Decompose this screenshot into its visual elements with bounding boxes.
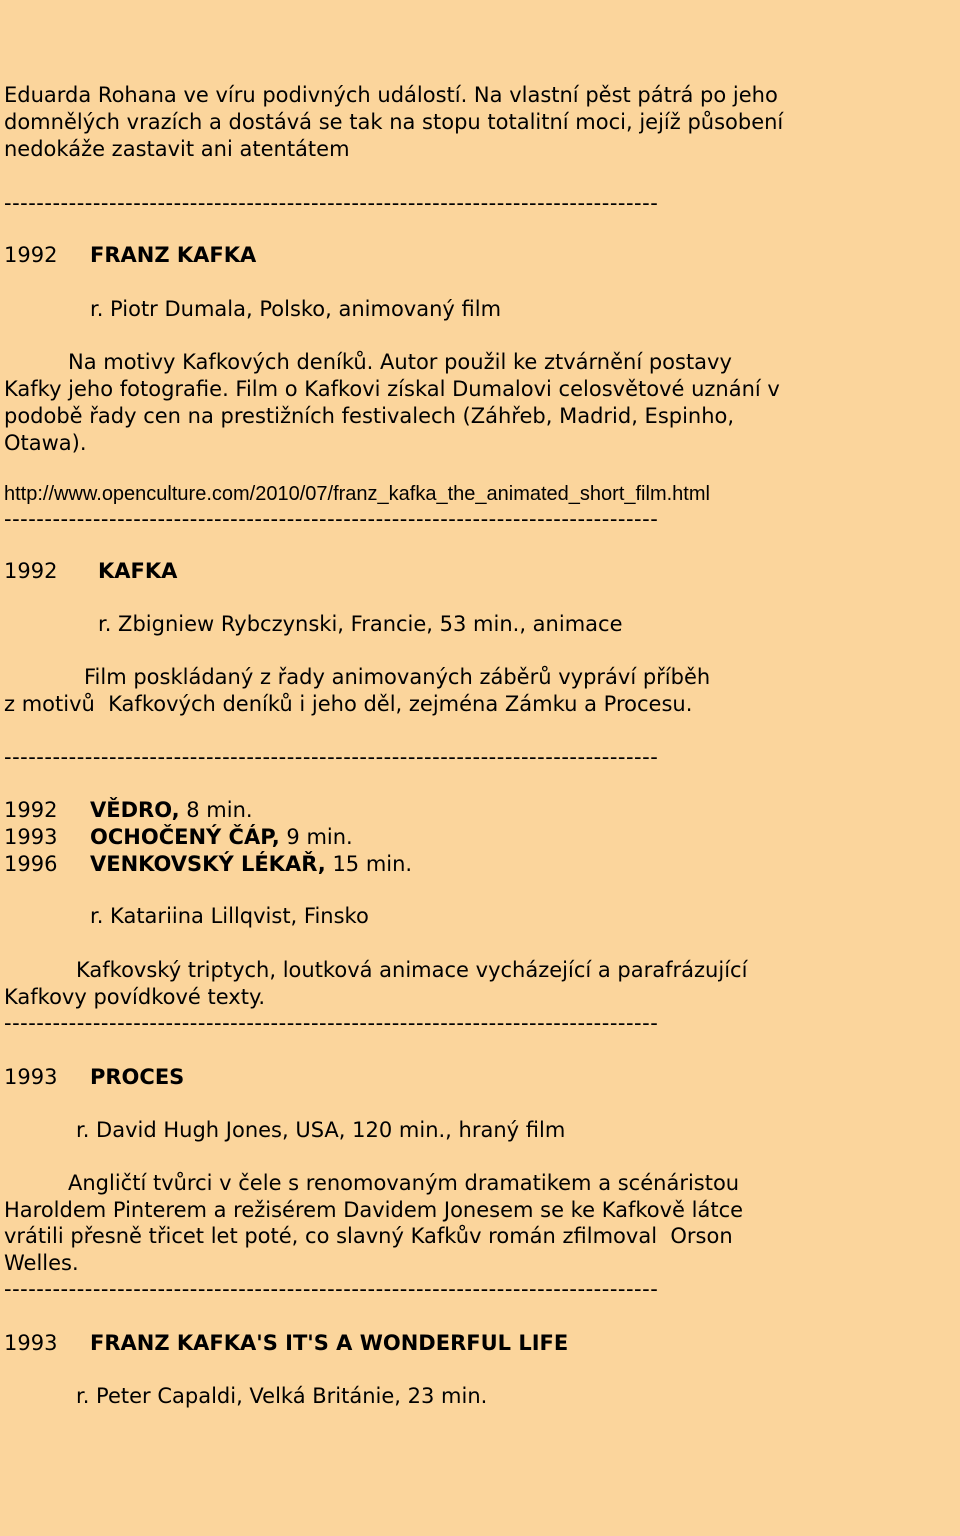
film-row-title xyxy=(90,824,353,851)
film-year: 1992 xyxy=(4,798,58,822)
film-row xyxy=(4,797,57,824)
film-length: 9 min. xyxy=(286,825,353,849)
entry-3-director: r. Katariina Lillqvist, Finsko xyxy=(90,904,369,928)
entry-4-title: PROCES xyxy=(90,1065,185,1089)
entry-1-url[interactable]: http://www.openculture.com/2010/07/franz_kafka_the_animated_short_film.html xyxy=(4,483,710,505)
intro-line-3: nedokáže zastavit ani atentátem xyxy=(4,137,350,161)
intro-line-1: Eduarda Rohana ve víru podivných událostí. Na vlastní pěst pátrá po jeho xyxy=(4,83,778,107)
film-row xyxy=(4,824,57,851)
entry-1-desc-line-1: Na motivy Kafkových deníků. Autor použil ke ztvárnění postavy xyxy=(68,350,732,374)
film-row-title xyxy=(90,797,253,824)
entry-5-title: FRANZ KAFKA'S IT'S A WONDERFUL LIFE xyxy=(90,1331,569,1355)
film-year: 1996 xyxy=(4,852,58,876)
entry-2-title: KAFKA xyxy=(98,559,178,583)
entry-1-desc-line-3: podobě řady cen na prestižních festivalech (Záhřeb, Madrid, Espinho, xyxy=(4,404,735,428)
entry-2-desc-line-1: Film poskládaný z řady animovaných záběrů vypráví příběh xyxy=(84,665,711,689)
entry-2-director: r. Zbigniew Rybczynski, Francie, 53 min., animace xyxy=(98,612,623,636)
film-title: VENKOVSKÝ LÉKAŘ, xyxy=(90,852,326,876)
entry-2-desc-line-2: z motivů Kafkových deníků i jeho děl, zejména Zámku a Procesu. xyxy=(4,692,693,716)
divider: --------------------------------------------------------------------------------- xyxy=(4,507,659,531)
entry-4-desc-line-2: Haroldem Pinterem a režisérem Davidem Jonesem se ke Kafkově látce xyxy=(4,1198,744,1222)
entry-1-desc-line-2: Kafky jeho fotografie. Film o Kafkovi získal Dumalovi celosvětové uznání v xyxy=(4,377,780,401)
entry-4-desc-line-3: vrátili přesně třicet let poté, co slavný Kafkův román zfilmoval Orson xyxy=(4,1224,733,1248)
entry-4-director: r. David Hugh Jones, USA, 120 min., hraný film xyxy=(76,1118,566,1142)
divider: --------------------------------------------------------------------------------- xyxy=(4,191,659,215)
film-row-title xyxy=(90,851,412,878)
film-title: OCHOČENÝ ČÁP, xyxy=(90,825,280,849)
entry-3-desc-line-1: Kafkovský triptych, loutková animace vycházející a parafrázující xyxy=(76,958,748,982)
entry-4-year: 1993 xyxy=(4,1065,58,1089)
divider: --------------------------------------------------------------------------------- xyxy=(4,1011,659,1035)
entry-4-desc-line-4: Welles. xyxy=(4,1251,79,1275)
entry-1-desc-line-4: Otawa). xyxy=(4,431,87,455)
entry-5-director: r. Peter Capaldi, Velká Británie, 23 min. xyxy=(76,1384,488,1408)
entry-5-year: 1993 xyxy=(4,1331,58,1355)
intro-line-2: domnělých vrazích a dostává se tak na stopu totalitní moci, jejíž působení xyxy=(4,110,784,134)
entry-1-title: FRANZ KAFKA xyxy=(90,243,257,267)
entry-1-year: 1992 xyxy=(4,243,58,267)
divider: --------------------------------------------------------------------------------- xyxy=(4,1277,659,1301)
film-title: VĚDRO, xyxy=(90,798,180,822)
film-length: 8 min. xyxy=(186,798,253,822)
divider: --------------------------------------------------------------------------------- xyxy=(4,745,659,769)
entry-2-year: 1992 xyxy=(4,559,58,583)
entry-1-director: r. Piotr Dumala, Polsko, animovaný film xyxy=(90,297,502,321)
film-length: 15 min. xyxy=(332,852,413,876)
entry-4-desc-line-1: Angličtí tvůrci v čele s renomovaným dramatikem a scénáristou xyxy=(68,1171,740,1195)
entry-3-desc-line-2: Kafkovy povídkové texty. xyxy=(4,985,266,1009)
film-row xyxy=(4,851,57,878)
film-year: 1993 xyxy=(4,825,58,849)
